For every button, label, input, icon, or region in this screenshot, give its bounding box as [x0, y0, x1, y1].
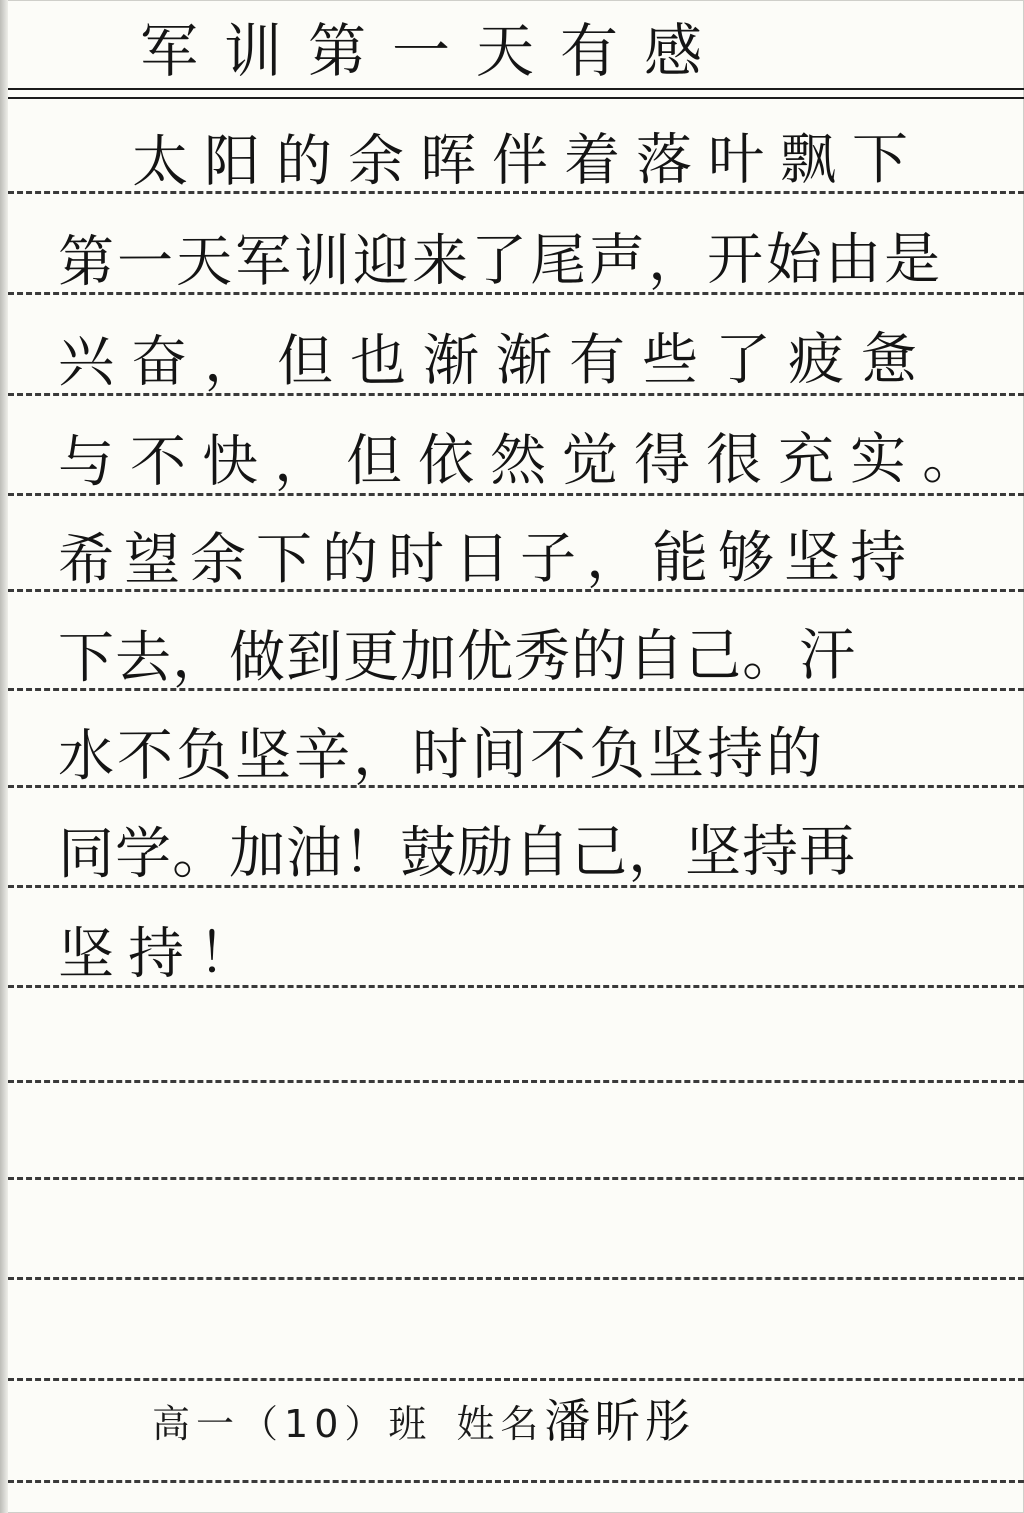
- essay-line: 坚持！: [57, 921, 269, 987]
- essay-line: 希望余下的时日子，能够坚持: [57, 525, 917, 593]
- essay-title: 军训第一天有感: [140, 17, 729, 85]
- essay-line: 第一天军训迎来了尾声，开始由是: [57, 226, 944, 295]
- essay-line: 水不负坚辛，时间不负坚持的: [57, 721, 826, 789]
- ruled-line: [8, 1177, 1024, 1180]
- ruled-line: [8, 1480, 1024, 1483]
- name-label: 姓名: [456, 1402, 545, 1446]
- ruled-line: [8, 1277, 1024, 1280]
- title-double-rule: [8, 88, 1024, 99]
- essay-line: 下去，做到更加优秀的自己。汗: [57, 623, 857, 691]
- grade-label: 高一: [152, 1402, 241, 1446]
- essay-line: 兴奋，但也渐渐有些了疲惫: [57, 326, 935, 395]
- class-label: 班: [388, 1402, 433, 1446]
- ruled-line: [8, 1080, 1024, 1083]
- student-info-footer: [152, 1385, 694, 1451]
- ruled-line: [8, 1378, 1024, 1381]
- essay-line: 与不快，但依然觉得很充实。: [57, 426, 995, 495]
- class-number: （10）: [240, 1402, 389, 1446]
- page-binding-edge: [0, 0, 8, 1513]
- essay-line: 同学。加油！鼓励自己，坚持再: [57, 819, 857, 887]
- essay-line: 太阳的余晖伴着落叶飘下: [59, 126, 925, 195]
- student-signature: 潘昕彤: [544, 1394, 695, 1448]
